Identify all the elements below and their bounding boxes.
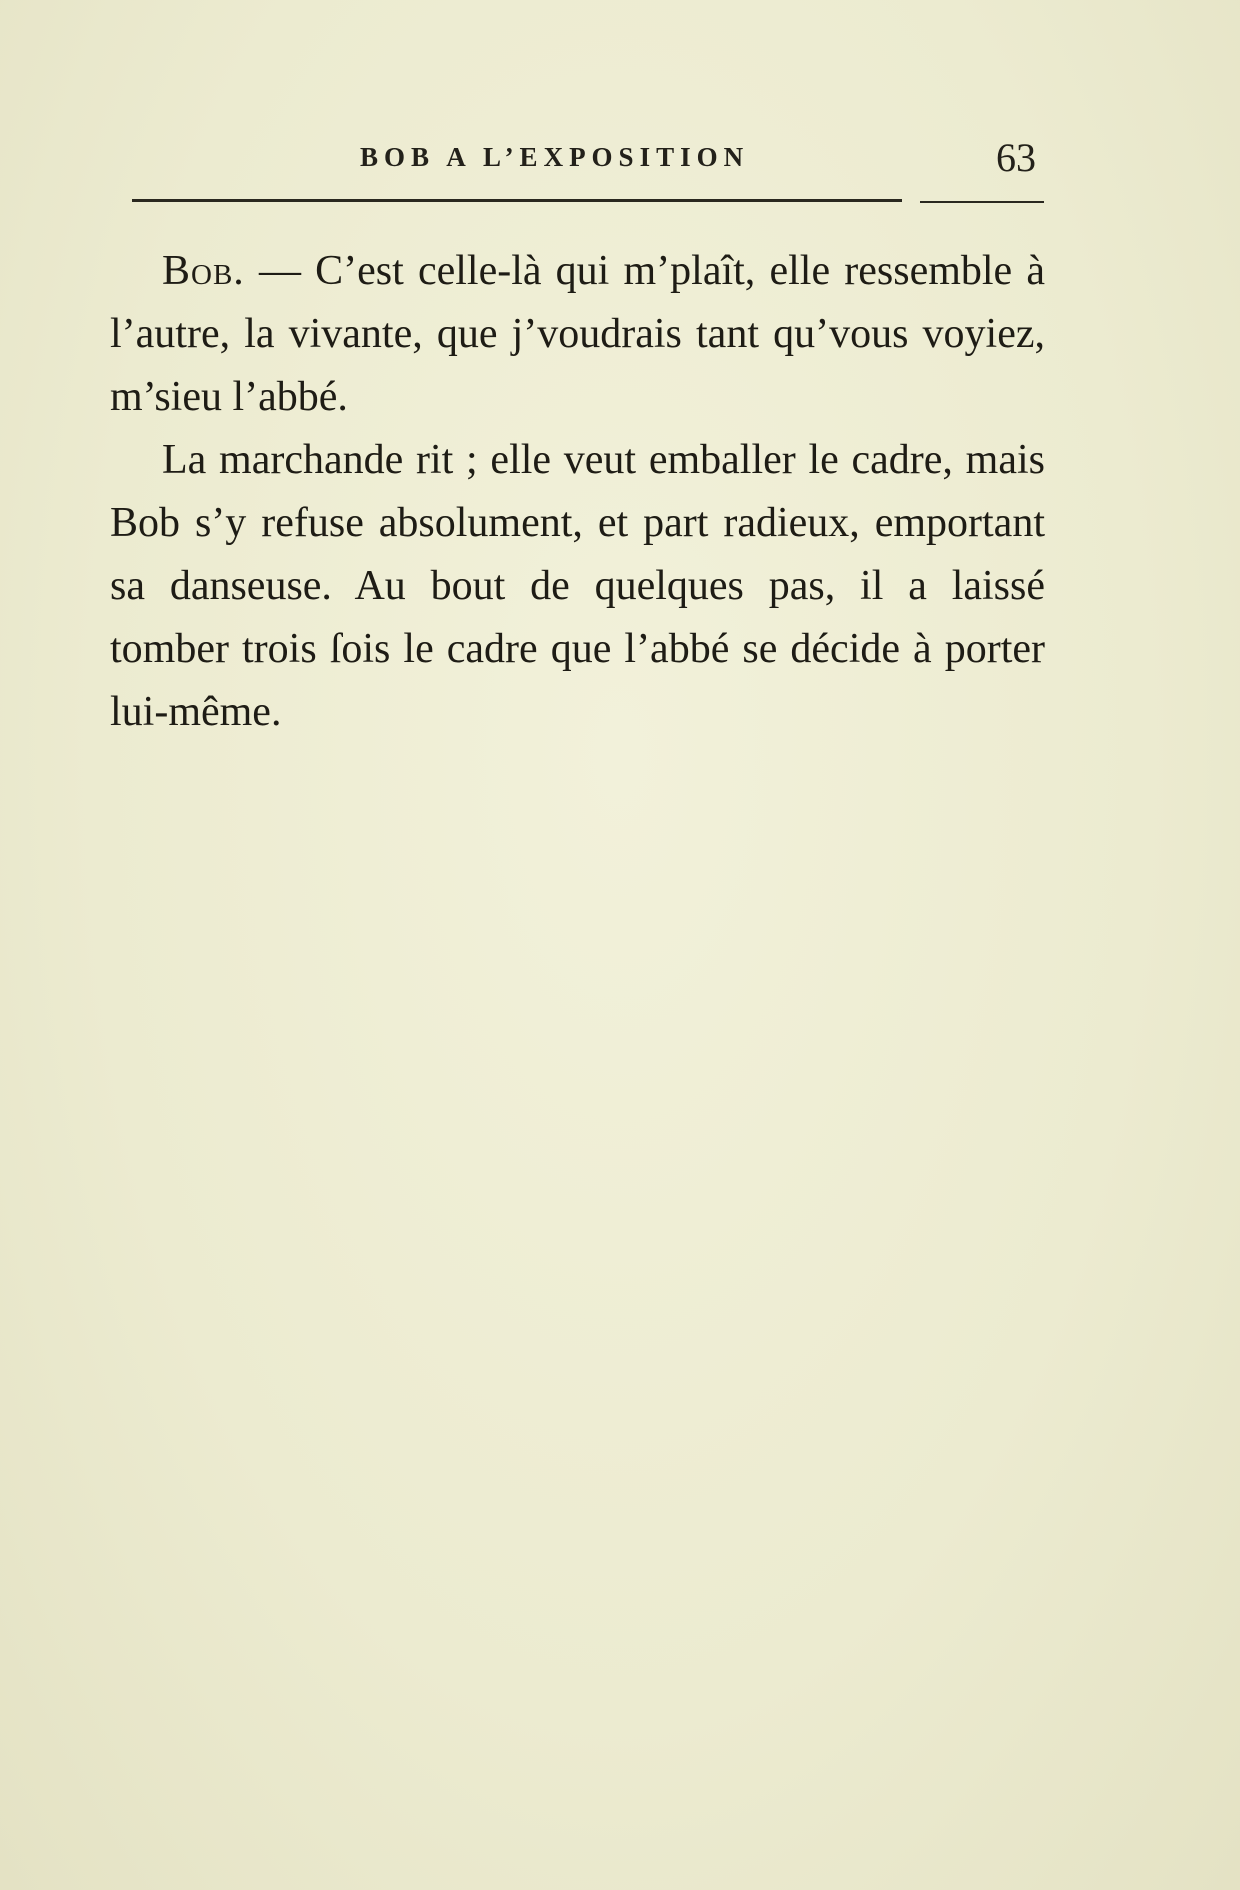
header-rule-right xyxy=(920,201,1044,203)
paragraph-dialogue xyxy=(110,240,1045,429)
running-title: BOB A L’EXPOSITION xyxy=(360,142,750,172)
paragraph-narration: La marchande rit ; elle veut emballer le cadre, mais Bob s’y refuse absolument, et part radieux, emportant sa danseuse. Au bout de quelques pas, il a laissé tomber trois ſois le cadre que l’abbé se décide à porter lui-même. xyxy=(110,437,1045,735)
dialogue-text: — C’est celle-là qui m’plaît, elle ressemble à l’autre, la vivante, que j’voudrais tant qu’vous voyiez, m’sieu l’abbé. xyxy=(110,248,1045,420)
header-rule-left xyxy=(132,199,902,202)
page-number: 63 xyxy=(996,135,1036,180)
speaker-name: Bob. xyxy=(162,248,245,294)
body-text xyxy=(110,240,1045,744)
